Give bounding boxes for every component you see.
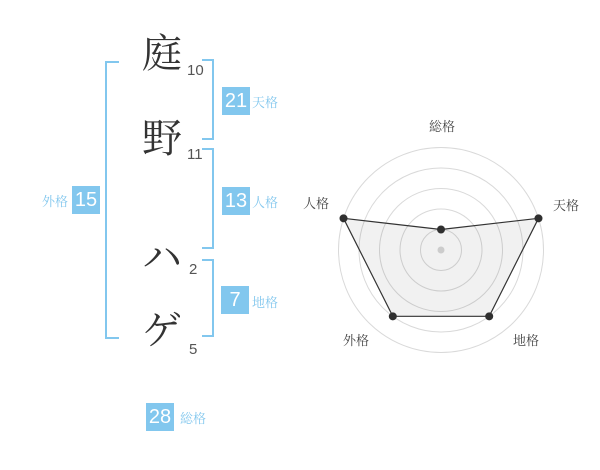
radar-label-soukaku: 総格: [428, 119, 456, 134]
chikaku-bracket: [202, 259, 214, 337]
stroke-count-4: 5: [189, 341, 198, 358]
soukaku-label: 総格: [180, 411, 207, 426]
chikaku-label: 地格: [252, 295, 279, 310]
tenkaku-badge: 21: [222, 87, 250, 115]
stroke-count-2: 11: [187, 146, 203, 163]
radar-label-gaikaku: 外格: [342, 333, 370, 348]
gaikaku-label: 外格: [41, 194, 68, 209]
name-char-2: 野: [142, 117, 182, 161]
jinkaku-label: 人格: [252, 195, 279, 210]
gaikaku-badge: 15: [72, 186, 100, 214]
soukaku-badge: 28: [146, 403, 174, 431]
tenkaku-label: 天格: [252, 95, 279, 110]
radar-label-chikaku: 地格: [512, 333, 540, 348]
gaikaku-bracket: [105, 61, 119, 339]
jinkaku-bracket: [202, 148, 214, 249]
name-char-3: ハ: [142, 236, 182, 280]
stroke-count-1: 10: [187, 62, 204, 79]
radar-label-jinkaku: 人格: [302, 196, 330, 211]
jinkaku-badge: 13: [222, 187, 250, 215]
radar-label-tenkaku: 天格: [552, 198, 580, 213]
name-char-1: 庭: [142, 32, 182, 76]
chikaku-badge: 7: [221, 286, 249, 314]
name-char-4: ゲ: [142, 309, 182, 353]
stroke-count-3: 2: [189, 261, 198, 278]
tenkaku-bracket: [202, 59, 214, 140]
